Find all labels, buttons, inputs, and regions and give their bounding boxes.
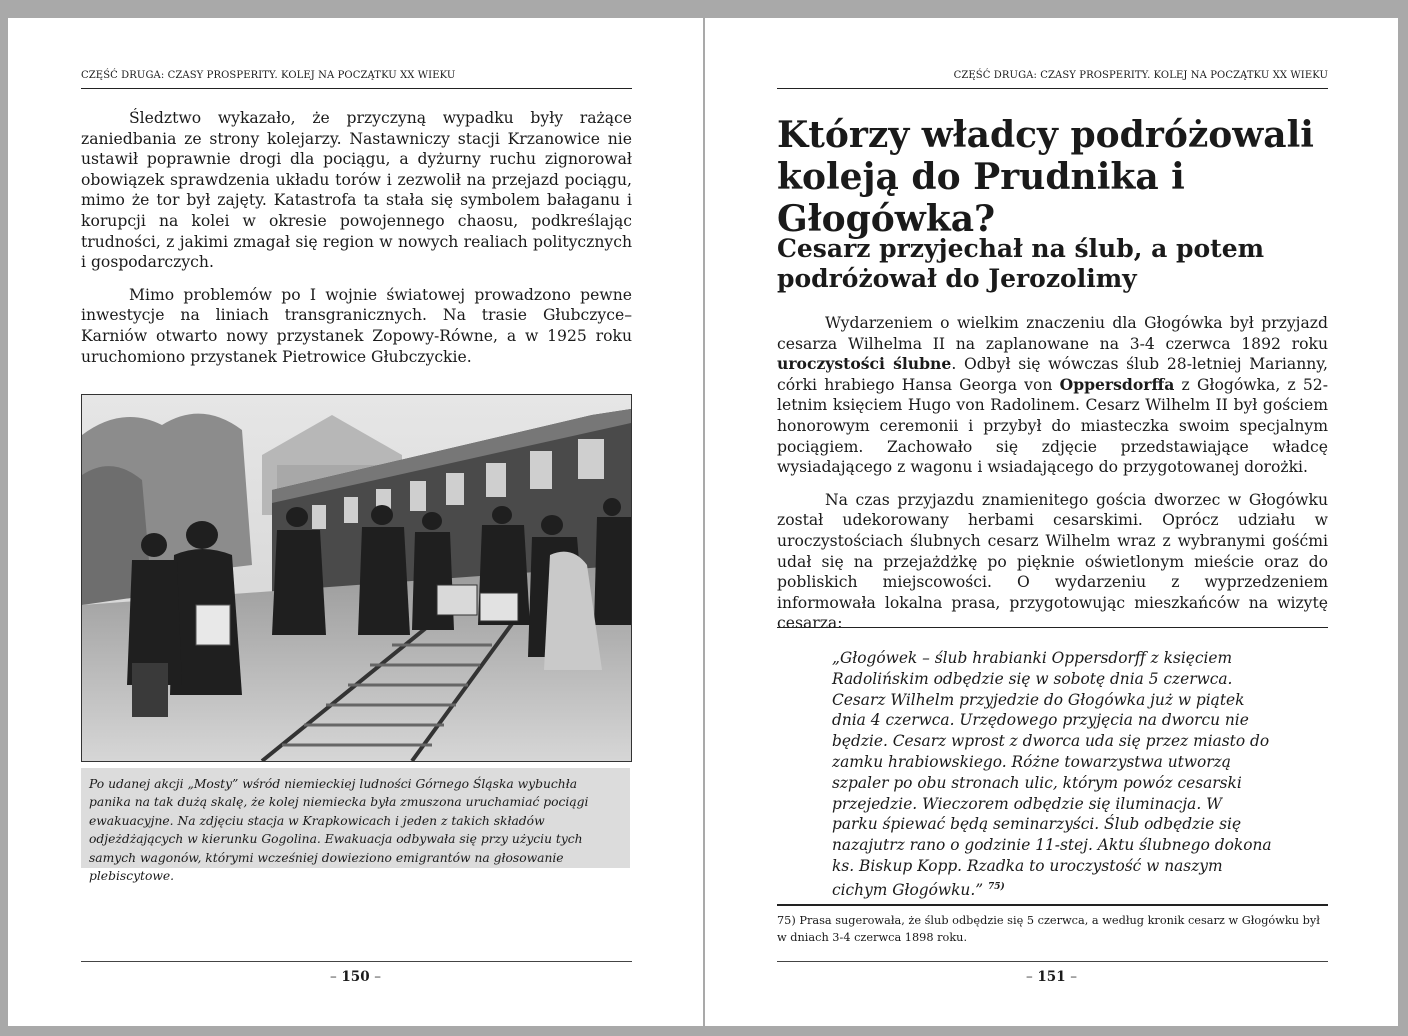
archival-photo [81,394,632,762]
page-number [705,969,1398,985]
running-head: CZĘŚĆ DRUGA: CZASY PROSPERITY. KOLEJ NA POCZĄTKU XX WIEKU [777,70,1328,89]
page-number-dash: – [329,969,337,985]
quote-block [777,627,1328,906]
page-number-value: 150 [341,969,370,985]
text-run: Wydarzeniem o wielkim znaczeniu dla Głogówka był przyjazd cesarza Wilhelma II na zaplanowane na 3-4 czerwca 1892 roku [777,314,1328,353]
quote-body: „Głogówek – ślub hrabianki Oppersdorff z księciem Radolińskim odbędzie się w sobotę dnia 5 czerwca. Cesarz Wilhelm przyjedzie do Głogówka już w piątek dnia 4 czerwca. Urzędowego przyjęcia na dworcu nie będzie. Cesarz wprost z dworca uda się przez miasto do zamku hrabiowskiego. Różne towarzystwa utworzą szpaler po obu stronach ulic, którym powóz cesarski przejedzie. Wieczorem odbędzie się iluminacja. W parku śpiewać będą seminarzyści. Ślub odbędzie się nazajutrz rano o godzinie 11-stej. Aktu ślubnego dokona ks. Biskup Kopp. Rzadka to uroczystość w naszym cichym Głogówku.” [832,649,1272,899]
body-text [81,108,632,367]
footer-rule [81,961,632,962]
paragraph: Mimo problemów po I wojnie światowej prowadzono pewne inwestycje na liniach transgranicznych. Na trasie Głubczyce–Karniów otwarto nowy przystanek Zopowy-Równe, a w 1925 roku uruchomiono przystanek Pietrowice Głubczyckie. [81,285,632,366]
chapter-title: Którzy władcy podróżowali koleją do Prudnika i Głogówka? [777,114,1314,240]
page-number-value: 151 [1037,969,1066,985]
text-run: . Odbył się wówczas ślub 28-letniej Marianny, córki hrabiego Hansa Georga von [777,355,1328,394]
page-number-dash: – [1070,969,1078,985]
paragraph [777,313,1328,478]
bold-text: Oppersdorffa [1059,374,1175,394]
footnote-ref: 75) [988,881,1005,892]
bold-text: uroczystości ślubne [777,354,952,374]
right-page [705,18,1398,1026]
quote-text [832,648,1272,901]
paragraph: Na czas przyjazdu znamienitego gościa dworzec w Głogówku został udekorowany herbami cesarskimi. Oprócz udziału w uroczystościach ślubnych cesarz Wilhelm wraz z wybranymi gośćmi udał się na przejażdżkę po pięknie oświetlonym mieście oraz do pobliskich miejscowości. O wydarzeniu z wyprzedzeniem informowała lokalna prasa, przygotowując mieszkańców na wizytę cesarza: [777,490,1328,633]
page-number [8,969,703,985]
footnote: 75) Prasa sugerowała, że ślub odbędzie się 5 czerwca, a według kronik cesarz w Głogówku był w dniach 3-4 czerwca 1898 roku. [777,914,1320,944]
text-run: z Głogówka, z 52-letnim księciem Hugo von Radolinem. Cesarz Wilhelm II był gościem honorowym ceremonii i przybył do miasteczka swoim specjalnym pociągiem. Zachowało się zdjęcie przedstawiające władcę wysiadającego z wagonu i wsiadającego do przygotowanej dorożki. [777,375,1328,477]
left-page [8,18,703,1026]
page-number-dash: – [374,969,382,985]
photo-caption: Po udanej akcji „Mosty” wśród niemieckiej ludności Górnego Śląska wybuchła panika na tak dużą skalę, że kolej niemiecka była zmuszona uruchamiać pociągi ewakuacyjne. Na zdjęciu stacja w Krapkowicach i jeden z takich składów odjeżdżających w kierunku Gogolina. Ewakuacja odbywała się przy użyciu tych samych wagonów, którymi wcześniej dowieziono emigrantów na głosowanie plebiscytowe. [81,768,630,868]
section-title: Cesarz przyjechał na ślub, a potem podróżował do Jerozolimy [777,234,1265,293]
page-number-dash: – [1025,969,1033,985]
footer-rule [777,961,1328,962]
running-head: CZĘŚĆ DRUGA: CZASY PROSPERITY. KOLEJ NA POCZĄTKU XX WIEKU [81,70,632,89]
body-text [777,313,1328,634]
paragraph: Śledztwo wykazało, że przyczyną wypadku były rażące zaniedbania ze strony kolejarzy. Nastawniczy stacji Krzanowice nie ustawił poprawnie drogi dla pociągu, a dyżurny ruchu zignorował obowiązek sprawdzenia układu torów i zezwolił na przejazd pociągu, mimo że tor był zajęty. Katastrofa ta stała się symbolem bałaganu i korupcji na kolei w okresie powojennego chaosu, podkreślając trudności, z jakimi zmagał się region w nowych realiach politycznych i gospodarczych. [81,109,632,272]
